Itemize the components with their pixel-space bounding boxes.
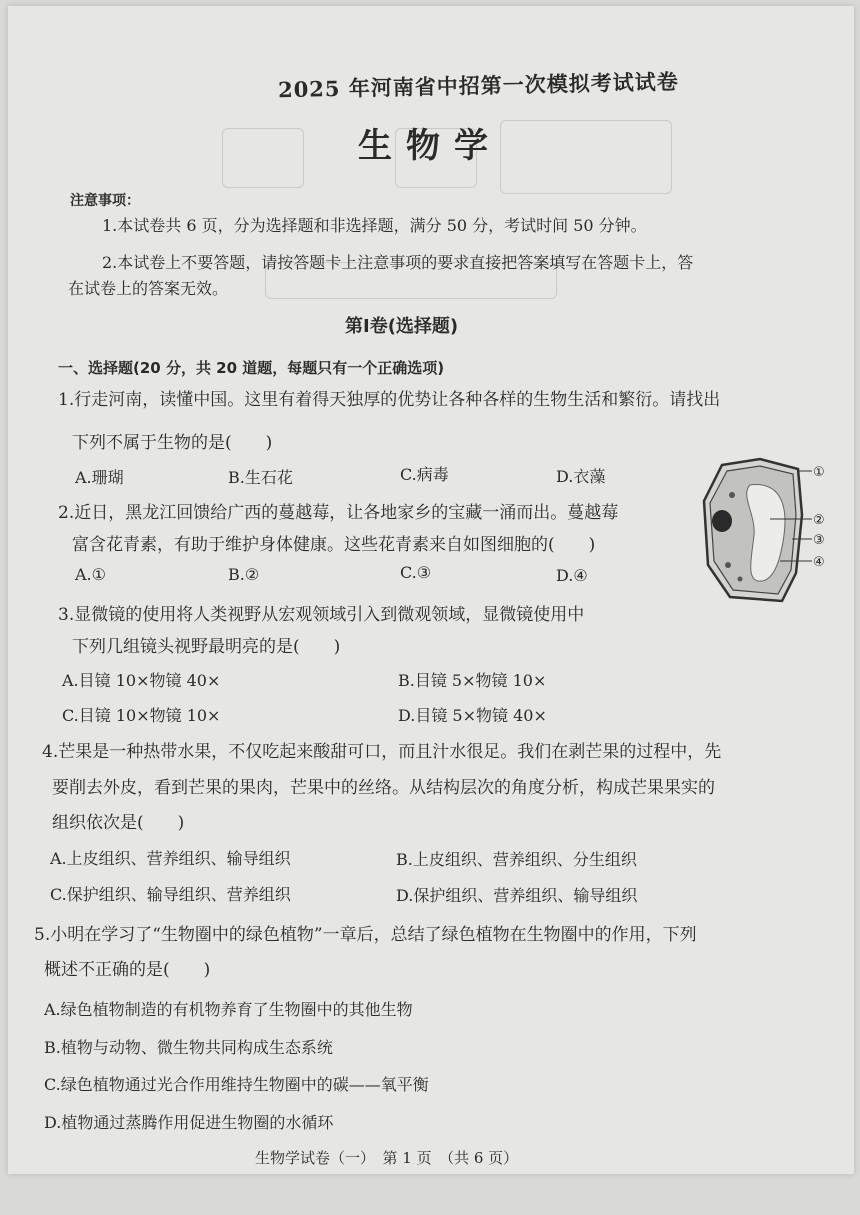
q3-option-d: D.目镜 5×物镜 40×: [398, 706, 547, 725]
q2-option-d: D.④: [556, 566, 588, 585]
q3-option-c: C.目镜 10×物镜 10×: [62, 706, 221, 725]
q4-option-b: B.上皮组织、营养组织、分生组织: [396, 850, 637, 869]
q5-option-c: C.绿色植物通过光合作用维持生物圈中的碳——氧平衡: [44, 1075, 429, 1094]
exam-title: 2025 年河南省中招第一次模拟考试试卷: [277, 68, 679, 103]
notice-item-2-line1: 2.本试卷上不要答题，请按答题卡上注意事项的要求直接把答案填写在答题卡上，答: [102, 253, 694, 272]
q4-option-d: D.保护组织、营养组织、输导组织: [396, 886, 638, 905]
q4-option-c: C.保护组织、输导组织、营养组织: [50, 885, 291, 904]
notice-item-2-line2: 在试卷上的答案无效。: [68, 279, 229, 298]
notice-heading: 注意事项：: [70, 193, 140, 209]
q1-option-a: A.珊瑚: [75, 468, 124, 487]
figure-label-4: ④: [813, 555, 825, 570]
bleed-through-stamp-right: [500, 120, 672, 194]
q5-stem-line2: 概述不正确的是( ): [44, 960, 211, 980]
q5-option-d: D.植物通过蒸腾作用促进生物圈的水循环: [44, 1113, 334, 1132]
chloroplast-dot: [738, 577, 743, 582]
q3-stem-line2: 下列几组镜头视野最明亮的是( ): [72, 637, 341, 657]
q2-stem-line2: 富含花青素，有助于维护身体健康。这些花青素来自如图细胞的( ): [72, 535, 596, 555]
q3-option-b: B.目镜 5×物镜 10×: [398, 671, 547, 690]
q2-option-a: A.①: [75, 565, 106, 584]
q2-option-c: C.③: [400, 563, 432, 582]
chloroplast-dot: [729, 492, 735, 498]
plant-cell-figure: [700, 455, 830, 615]
q4-option-a: A.上皮组织、营养组织、输导组织: [50, 849, 291, 868]
q1-stem-line2: 下列不属于生物的是( ): [72, 433, 273, 453]
q5-option-a: A.绿色植物制造的有机物养育了生物圈中的其他生物: [44, 1000, 413, 1019]
part-heading: 一、选择题(20 分，共 20 道题，每题只有一个正确选项): [58, 359, 445, 377]
nucleus: [712, 510, 732, 532]
section-title: 第Ⅰ卷(选择题): [345, 316, 459, 337]
figure-label-2: ②: [813, 513, 825, 528]
q1-stem-line1: 1.行走河南，读懂中国。这里有着得天独厚的优势让各种各样的生物生活和繁衍。请找出: [58, 390, 721, 410]
subject-title: 生物学: [358, 126, 502, 166]
bleed-through-stamp-left: [222, 128, 304, 188]
q1-option-b: B.生石花: [228, 468, 293, 487]
q3-option-a: A.目镜 10×物镜 40×: [62, 671, 221, 690]
figure-label-3: ③: [813, 533, 825, 548]
figure-label-1: ①: [813, 465, 825, 480]
q1-option-d: D.衣藻: [556, 467, 606, 486]
q2-stem-line1: 2.近日，黑龙江回馈给广西的蔓越莓，让各地家乡的宝藏一涌而出。蔓越莓: [58, 503, 619, 523]
q2-option-b: B.②: [228, 565, 260, 584]
page-footer: 生物学试卷（一） 第 1 页 （共 6 页）: [255, 1149, 519, 1167]
notice-item-1: 1.本试卷共 6 页，分为选择题和非选择题，满分 50 分，考试时间 50 分钟。: [102, 216, 647, 235]
q4-stem-line2: 要削去外皮，看到芒果的果肉，芒果中的丝络。从结构层次的角度分析，构成芒果果实的: [52, 778, 715, 798]
q4-stem-line1: 4.芒果是一种热带水果，不仅吃起来酸甜可口，而且汁水很足。我们在剥芒果的过程中，先: [42, 742, 722, 762]
q4-stem-line3: 组织依次是( ): [52, 813, 185, 833]
q5-stem-line1: 5.小明在学习了“生物圈中的绿色植物”一章后，总结了绿色植物在生物圈中的作用，下列: [34, 925, 697, 945]
chloroplast-dot: [725, 562, 731, 568]
q5-option-b: B.植物与动物、微生物共同构成生态系统: [44, 1038, 333, 1057]
q1-option-c: C.病毒: [400, 465, 449, 484]
q3-stem-line1: 3.显微镜的使用将人类视野从宏观领域引入到微观领域，显微镜使用中: [58, 605, 585, 625]
